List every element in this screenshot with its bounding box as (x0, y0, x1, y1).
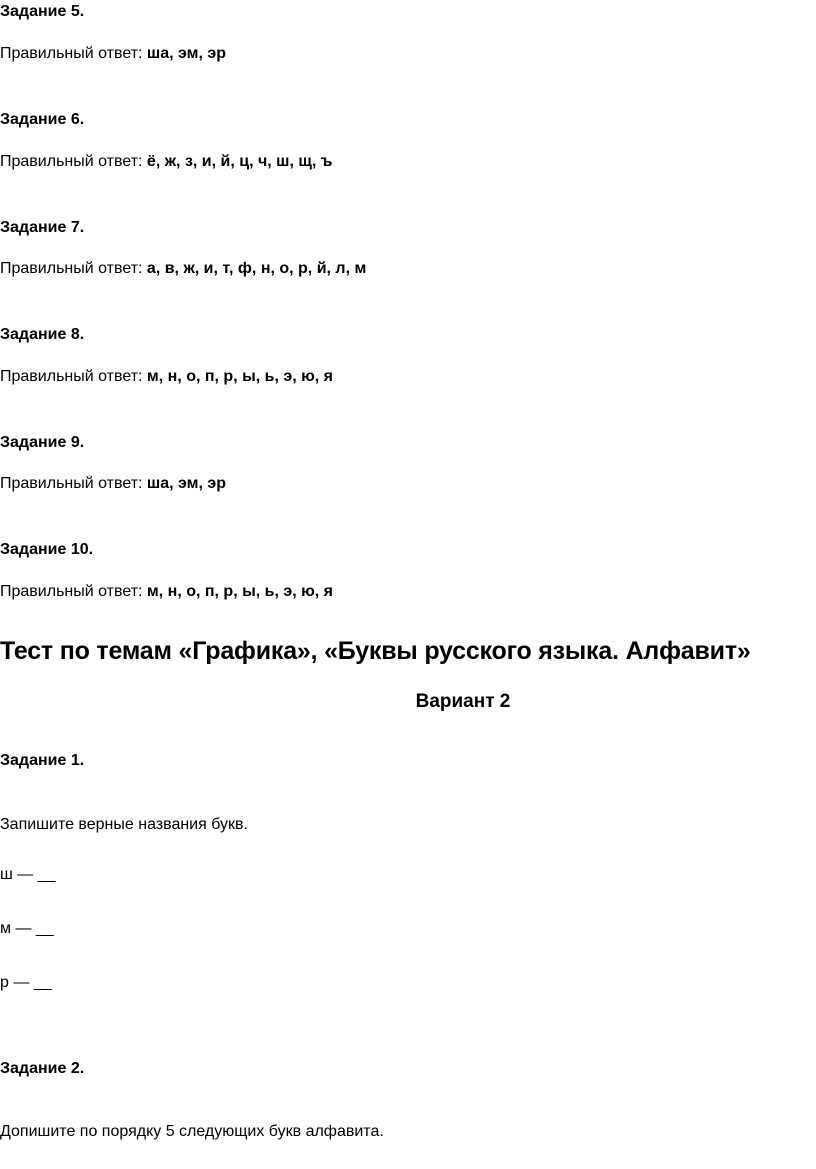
test-task-1-instruction: Запишите верные названия букв. (0, 816, 248, 833)
letter-item-em: м — __ (0, 920, 54, 937)
test-task-1-title: Задание 1. (0, 752, 85, 769)
answer-label: Правильный ответ: (0, 583, 143, 600)
task-9-title: Задание 9. (0, 434, 85, 451)
task-9-answer-line (0, 474, 226, 494)
task-6-title: Задание 6. (0, 111, 85, 128)
answer-value: ша, эм, эр (146, 45, 227, 62)
answer-label: Правильный ответ: (0, 368, 143, 385)
task-6-answer-line (0, 152, 332, 172)
task-7-answer-line (0, 259, 366, 279)
task-8-answer-line (0, 367, 333, 387)
letter-item-er: р — __ (0, 974, 52, 991)
letter-item-sha: ш — __ (0, 866, 56, 883)
task-10-title: Задание 10. (0, 541, 94, 558)
task-5-title: Задание 5. (0, 3, 85, 20)
answer-value: м, н, о, п, р, ы, ь, э, ю, я (146, 583, 333, 600)
test-task-2-title: Задание 2. (0, 1060, 85, 1077)
answer-label: Правильный ответ: (0, 45, 143, 62)
task-10-answer-line (0, 582, 333, 602)
test-task-2-instruction: Допишите по порядку 5 следующих букв алфавита. (0, 1123, 384, 1140)
answer-value: м, н, о, п, р, ы, ь, э, ю, я (146, 368, 333, 385)
answer-value: ё, ж, з, и, й, ц, ч, ш, щ, ъ (146, 153, 333, 170)
task-8-title: Задание 8. (0, 326, 85, 343)
answer-value: а, в, ж, и, т, ф, н, о, р, й, л, м (146, 260, 367, 277)
task-7-title: Задание 7. (0, 219, 85, 236)
test-title: Тест по темам «Графика», «Буквы русского языка. Алфавит» (0, 637, 751, 665)
answer-label: Правильный ответ: (0, 153, 143, 170)
task-5-answer-line (0, 44, 226, 64)
variant-label: Вариант 2 (415, 691, 511, 712)
answer-label: Правильный ответ: (0, 260, 143, 277)
answer-label: Правильный ответ: (0, 475, 143, 492)
answer-value: ша, эм, эр (146, 475, 227, 492)
